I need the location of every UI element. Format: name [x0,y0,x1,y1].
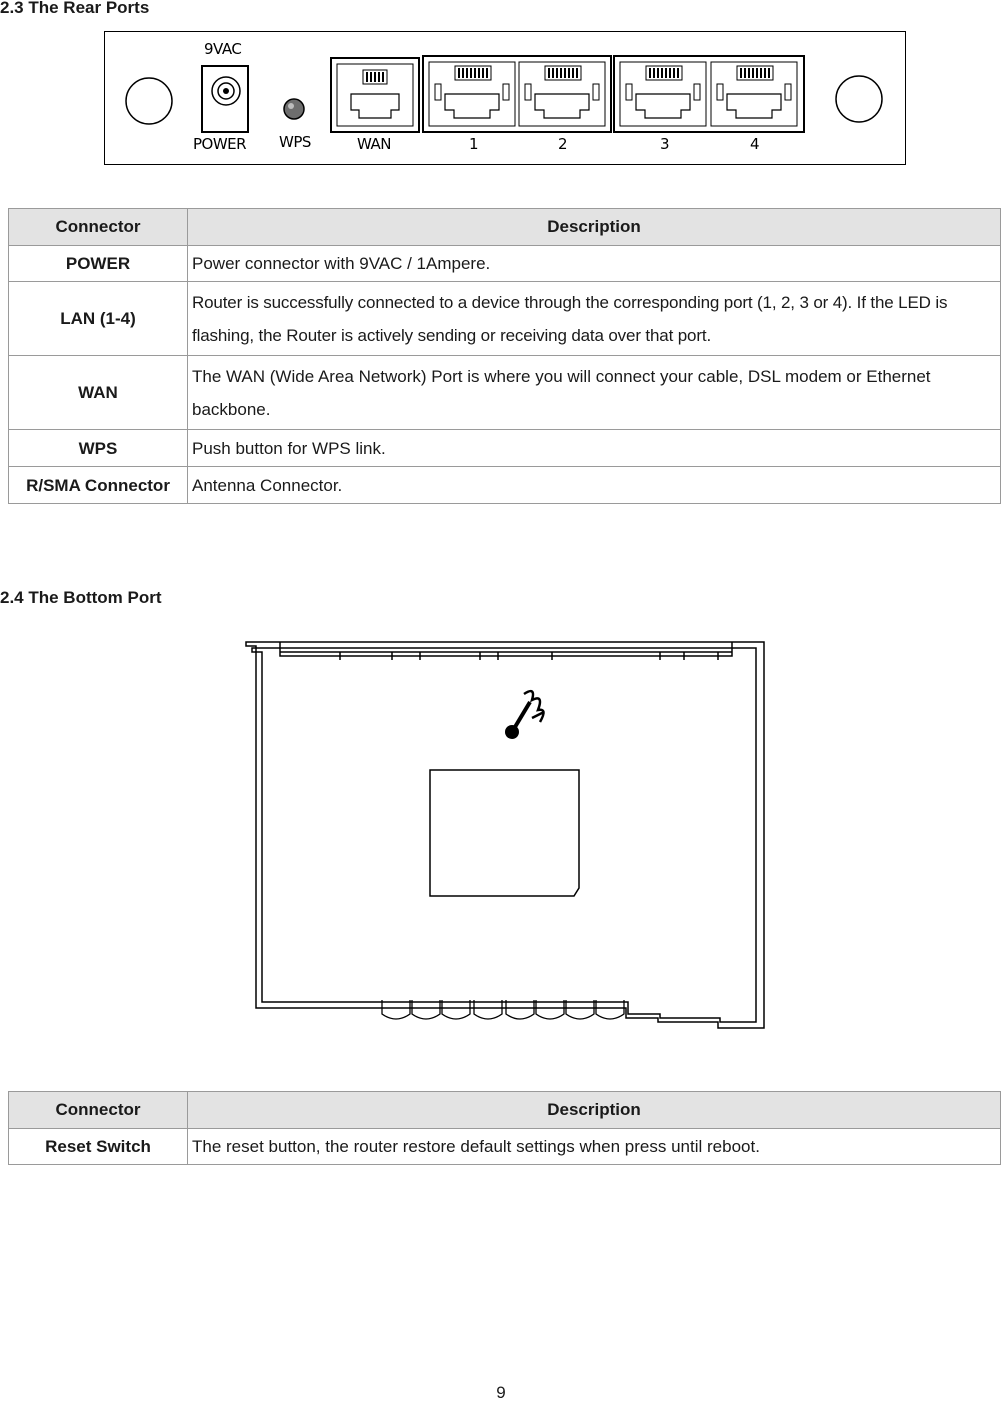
wan-label: WAN [357,135,391,153]
description-cell: Power connector with 9VAC / 1Ampere. [188,246,1001,282]
wps-label: WPS [279,133,311,151]
column-header-description: Description [188,1092,1001,1129]
table-row [9,246,1001,282]
table-row [9,356,1001,430]
table-row [9,467,1001,504]
power-label: POWER [193,135,247,153]
lan1-label: 1 [469,135,479,153]
column-header-description: Description [188,209,1001,246]
power-jack-icon [202,66,248,132]
wps-button-icon [284,99,304,119]
rear-panel-diagram [104,31,906,165]
bottom-panel-diagram [244,638,768,1037]
power-rating-label: 9VAC [204,40,242,58]
section-heading-rear-ports: 2.3 The Rear Ports [0,0,150,17]
lan4-label: 4 [750,135,760,153]
rear-ports-table [8,208,1001,504]
description-cell: Router is successfully connected to a device through the corresponding port (1, 2, 3 or 4). If the LED is flashing, the Router is actively sending or receiving data over that port. [188,282,1001,356]
table-header-row [9,1092,1001,1129]
connector-cell: Reset Switch [9,1129,188,1165]
antenna-connector-left-icon [126,78,172,124]
connector-cell: WAN [9,356,188,430]
page-number: 9 [496,1383,506,1402]
table-row [9,430,1001,467]
connector-cell: R/SMA Connector [9,467,188,504]
section-heading-bottom-port: 2.4 The Bottom Port [0,588,162,607]
reset-symbol-icon [505,691,544,739]
description-cell: Antenna Connector. [188,467,1001,504]
connector-cell: LAN (1-4) [9,282,188,356]
description-cell: The reset button, the router restore default settings when press until reboot. [188,1129,1001,1165]
lan2-label: 2 [558,135,568,153]
lan3-label: 3 [660,135,670,153]
wan-port-icon [331,58,419,132]
description-cell: Push button for WPS link. [188,430,1001,467]
antenna-connector-right-icon [836,76,882,122]
description-cell: The WAN (Wide Area Network) Port is where you will connect your cable, DSL modem or Ethernet backbone. [188,356,1001,430]
lan-ports-1-2-icon [423,56,611,132]
connector-cell: POWER [9,246,188,282]
column-header-connector: Connector [9,1092,188,1129]
table-row [9,1129,1001,1165]
bottom-port-table [8,1091,1001,1165]
column-header-connector: Connector [9,209,188,246]
table-row [9,282,1001,356]
connector-cell: WPS [9,430,188,467]
table-header-row [9,209,1001,246]
lan-ports-3-4-icon [614,56,804,132]
